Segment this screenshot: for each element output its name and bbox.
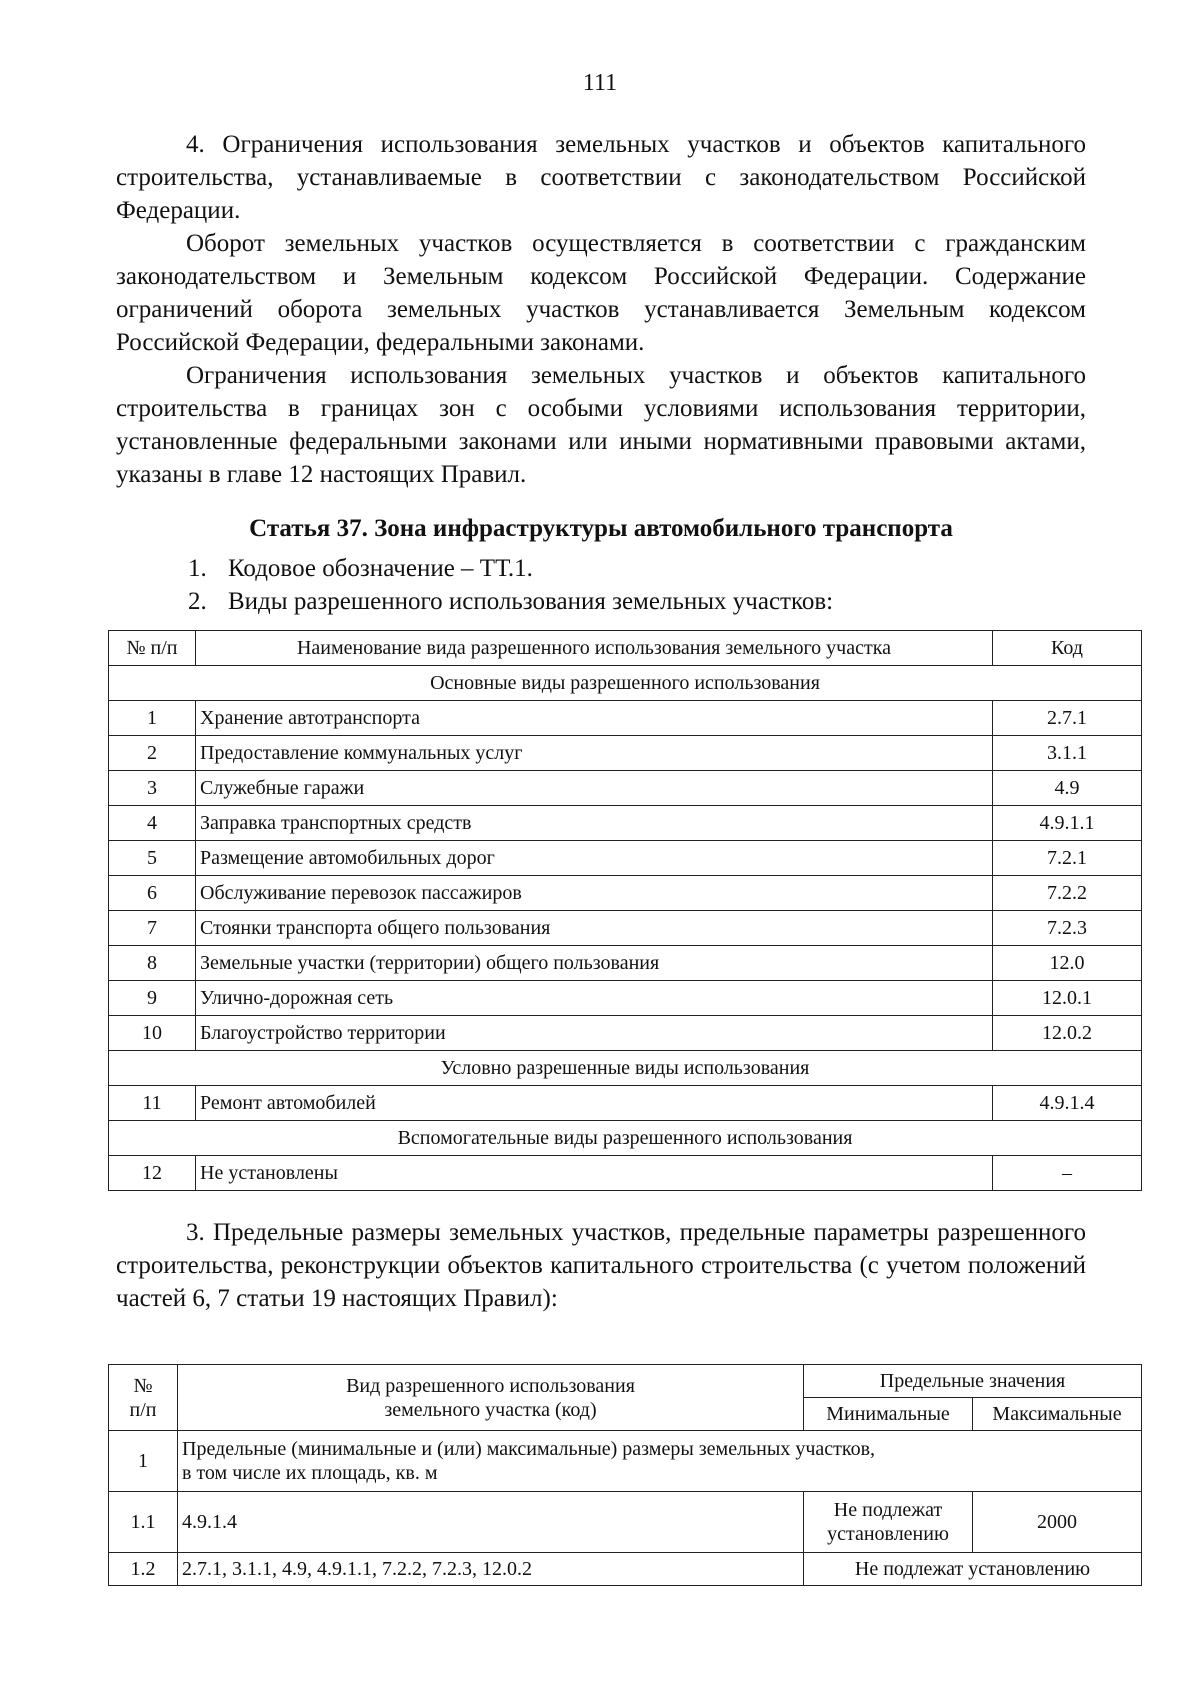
cell-num: 9 [109, 981, 196, 1016]
cell-text-line1: Предельные (минимальные и (или) максимальные) размеры земельных участков, [182, 1438, 876, 1460]
cell-text-line2: в том числе их площадь, кв. м [182, 1462, 438, 1484]
cell-code: 7.2.1 [993, 841, 1142, 876]
cell-code: 4.9.1.1 [993, 806, 1142, 841]
cell-min [804, 1492, 973, 1553]
cell-code: 12.0 [993, 946, 1142, 981]
cell-name: Заправка транспортных средств [196, 806, 993, 841]
article-title: Статья 37. Зона инфраструктуры автомобильного транспорта [249, 515, 953, 542]
table-row [109, 841, 1142, 876]
cell-name: Ремонт автомобилей [196, 1086, 993, 1121]
limits-intro [116, 1216, 1086, 1315]
cell-name: Благоустройство территории [196, 1016, 993, 1051]
permitted-uses-table [108, 630, 1142, 1191]
header-num-line1: № [133, 1374, 153, 1397]
list-item [188, 552, 833, 585]
list-item [188, 585, 833, 618]
cell-name: Предоставление коммунальных услуг [196, 736, 993, 771]
cell-num: 6 [109, 876, 196, 911]
cell-code: 12.0.1 [993, 981, 1142, 1016]
list-item-number: 1. [188, 555, 207, 582]
group-title: Вспомогательные виды разрешенного использования [109, 1121, 1142, 1156]
table-row [109, 981, 1142, 1016]
header-min: Минимальные [804, 1398, 973, 1431]
paragraph: 4. Ограничения использования земельных участков и объектов капитального строительства, устанавливаемые в соответствии с законодательством Российской Федерации. [116, 131, 1086, 224]
cell-num: 2 [109, 736, 196, 771]
paragraph: 3. Предельные размеры земельных участков, предельные параметры разрешенного строительства, реконструкции объектов капитального строительства (с учетом положений частей 6, 7 статьи 19 настоящих Правил): [116, 1219, 1086, 1312]
header-num [109, 1365, 178, 1431]
table-row [109, 701, 1142, 736]
cell-code: 2.7.1 [993, 701, 1142, 736]
cell-code: 3.1.1 [993, 736, 1142, 771]
table-row [109, 1156, 1142, 1191]
table-row [109, 1553, 1142, 1586]
list-item-number: 2. [188, 588, 207, 615]
table-row [109, 911, 1142, 946]
cell-name: Стоянки транспорта общего пользования [196, 911, 993, 946]
cell-num: 10 [109, 1016, 196, 1051]
list-item-text: Кодовое обозначение – ТТ.1. [228, 555, 533, 582]
intro-text [116, 128, 1086, 491]
group-row [109, 1121, 1142, 1156]
cell-code: 12.0.2 [993, 1016, 1142, 1051]
paragraph: Оборот земельных участков осуществляется в соответствии с гражданским законодательством и Земельным кодексом Российской Федерации. Содержание ограничений оборота земельных участков устанавливается Земельным кодексом Российской Федерации, федеральными законами. [116, 230, 1086, 356]
cell-name: Размещение автомобильных дорог [196, 841, 993, 876]
table-row [109, 1086, 1142, 1121]
cell-name: Обслуживание перевозок пассажиров [196, 876, 993, 911]
page-number: 111 [582, 70, 618, 96]
cell-name: Служебные гаражи [196, 771, 993, 806]
group-title: Условно разрешенные виды использования [109, 1051, 1142, 1086]
limits-table [108, 1364, 1142, 1586]
cell-num: 1.1 [109, 1492, 178, 1553]
header-kind-line2: земельного участка (код) [384, 1398, 597, 1421]
header-limits: Предельные значения [804, 1365, 1142, 1398]
cell-name: Земельные участки (территории) общего пользования [196, 946, 993, 981]
group-title: Основные виды разрешенного использования [109, 666, 1142, 701]
header-name: Наименование вида разрешенного использования земельного участка [196, 631, 993, 666]
cell-min-line1: Не подлежат [833, 1499, 943, 1521]
cell-code: 4.9.1.4 [993, 1086, 1142, 1121]
cell-num: 4 [109, 806, 196, 841]
table-row [109, 806, 1142, 841]
header-kind [178, 1365, 804, 1431]
table-row [109, 876, 1142, 911]
header-num: № п/п [109, 631, 196, 666]
cell-code: 2.7.1, 3.1.1, 4.9, 4.9.1.1, 7.2.2, 7.2.3, 12.0.2 [178, 1553, 804, 1586]
cell-value: Не подлежат установлению [804, 1553, 1142, 1586]
cell-num: 5 [109, 841, 196, 876]
cell-text [178, 1431, 1142, 1492]
table-header-row [109, 1365, 1142, 1398]
cell-num: 1.2 [109, 1553, 178, 1586]
table-row [109, 1492, 1142, 1553]
table-row [109, 1016, 1142, 1051]
cell-name: Улично-дорожная сеть [196, 981, 993, 1016]
cell-num: 12 [109, 1156, 196, 1191]
cell-num: 1 [109, 1431, 178, 1492]
header-kind-line1: Вид разрешенного использования [346, 1374, 635, 1397]
article-list [188, 552, 833, 618]
header-num-line2: п/п [129, 1398, 157, 1421]
table-row [109, 1431, 1142, 1492]
header-max: Максимальные [973, 1398, 1142, 1431]
cell-code: 4.9.1.4 [178, 1492, 804, 1553]
table-header-row [109, 631, 1142, 666]
cell-num: 8 [109, 946, 196, 981]
cell-code: 7.2.3 [993, 911, 1142, 946]
list-item-text: Виды разрешенного использования земельных участков: [228, 588, 834, 615]
cell-name: Хранение автотранспорта [196, 701, 993, 736]
header-code: Код [993, 631, 1142, 666]
paragraph: Ограничения использования земельных участков и объектов капитального строительства в границах зон с особыми условиями использования территории, установленные федеральными законами или иными нормативными правовыми актами, указаны в главе 12 настоящих Правил. [116, 362, 1086, 488]
cell-name: Не установлены [196, 1156, 993, 1191]
cell-max: 2000 [973, 1492, 1142, 1553]
table-row [109, 736, 1142, 771]
table-row [109, 946, 1142, 981]
cell-code: 4.9 [993, 771, 1142, 806]
cell-code: – [993, 1156, 1142, 1191]
cell-num: 1 [109, 701, 196, 736]
group-row [109, 1051, 1142, 1086]
group-row [109, 666, 1142, 701]
cell-num: 3 [109, 771, 196, 806]
table-row [109, 771, 1142, 806]
cell-num: 11 [109, 1086, 196, 1121]
cell-code: 7.2.2 [993, 876, 1142, 911]
cell-min-line2: установлению [827, 1523, 949, 1545]
cell-num: 7 [109, 911, 196, 946]
